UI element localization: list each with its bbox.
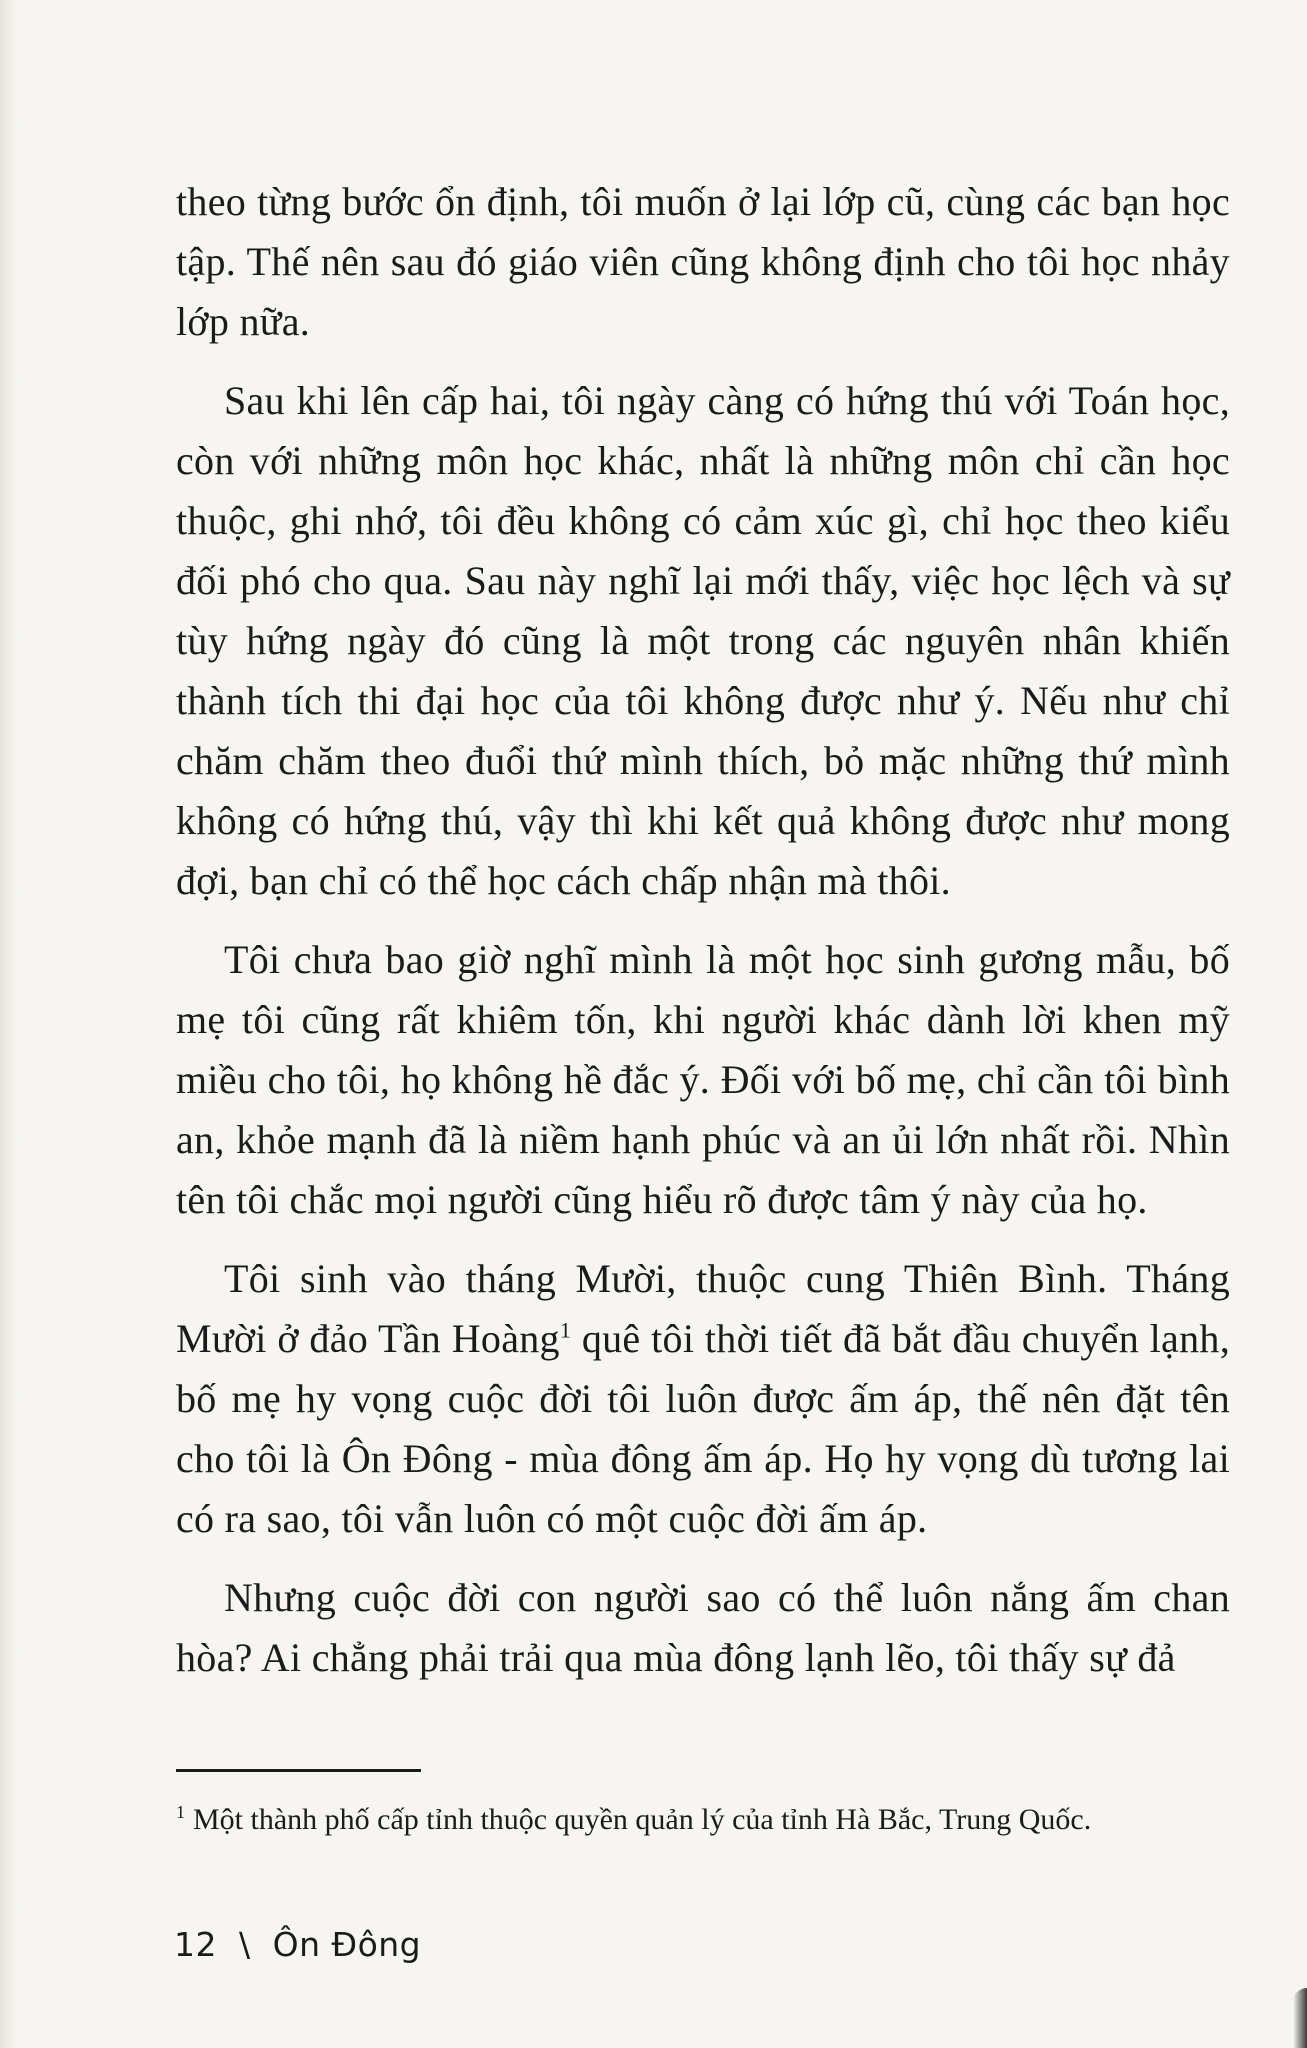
- footnote-divider: [176, 1769, 421, 1772]
- page-footer: [174, 1925, 421, 1965]
- paragraph-4: [176, 1249, 1230, 1549]
- footnote-text: Một thành phố cấp tỉnh thuộc quyền quản lý của tỉnh Hà Bắc, Trung Quốc.: [193, 1803, 1092, 1836]
- footnote-reference[interactable]: 1: [559, 1317, 572, 1343]
- page-gutter-shadow: [0, 0, 18, 2048]
- page-corner-shadow: [1293, 1988, 1307, 2048]
- page-number: 12: [174, 1925, 217, 1964]
- paragraph-4-part-2: quê tôi thời tiết đã bắt đầu chuyển lạnh, bố mẹ hy vọng cuộc đời tôi luôn được ấm áp, thế nên đặt tên cho tôi là Ôn Đông - mùa đông ấm áp. Họ hy vọng dù tương lai có ra sao, tôi vẫn luôn có một cuộc đời ấm áp.: [176, 1316, 1230, 1541]
- paragraph-5: Nhưng cuộc đời con người sao có thể luôn nắng ấm chan hòa? Ai chẳng phải trải qua mùa đông lạnh lẽo, tôi thấy sự đả: [176, 1575, 1230, 1680]
- paragraph-4-part-1: Tôi sinh vào tháng Mười, thuộc cung Thiên Bình. Tháng Mười ở đảo Tần Hoàng: [176, 1256, 1230, 1361]
- footnote: [176, 1800, 1236, 1840]
- paragraph-3: Tôi chưa bao giờ nghĩ mình là một học sinh gương mẫu, bố mẹ tôi cũng rất khiêm tốn, khi người khác dành lời khen mỹ miều cho tôi, họ không hề đắc ý. Đối với bố mẹ, chỉ cần tôi bình an, khỏe mạnh đã là niềm hạnh phúc và an ủi lớn nhất rồi. Nhìn tên tôi chắc mọi người cũng hiểu rõ được tâm ý này của họ.: [176, 937, 1230, 1222]
- running-title: Ôn Đông: [272, 1925, 422, 1964]
- paragraph-1: theo từng bước ổn định, tôi muốn ở lại lớp cũ, cùng các bạn học tập. Thế nên sau đó giáo viên cũng không định cho tôi học nhảy lớp nữa.: [176, 179, 1230, 344]
- folio-separator: \: [239, 1925, 251, 1964]
- paragraph-2: Sau khi lên cấp hai, tôi ngày càng có hứng thú với Toán học, còn với những môn học khác, nhất là những môn chỉ cần học thuộc, ghi nhớ, tôi đều không có cảm xúc gì, chỉ học theo kiểu đối phó cho qua. Sau này nghĩ lại mới thấy, việc học lệch và sự tùy hứng ngày đó cũng là một trong các nguyên nhân khiến thành tích thi đại học của tôi không được như ý. Nếu như chỉ chăm chăm theo đuổi thứ mình thích, bỏ mặc những thứ mình không có hứng thú, vậy thì khi kết quả không được như mong đợi, bạn chỉ có thể học cách chấp nhận mà thôi.: [176, 378, 1230, 903]
- footnote-marker: 1: [176, 1802, 185, 1822]
- body-text: [176, 172, 1230, 1707]
